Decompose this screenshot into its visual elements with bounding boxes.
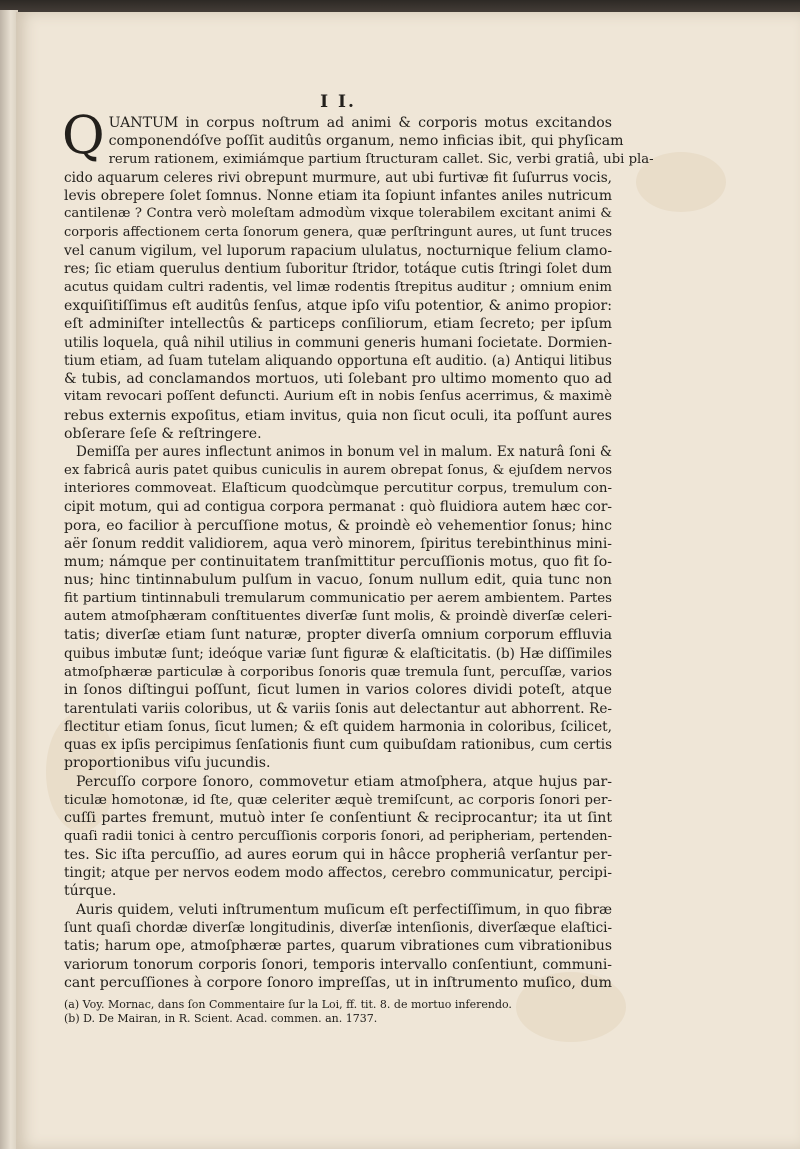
text-line: túrque. bbox=[64, 883, 117, 900]
text-line: tatis; harum ope, atmoſphæræ partes, quarum vibrationes cum vibrationibus bbox=[64, 938, 612, 955]
text-line: cant percuſſiones à corpore ſonoro impreſſas, ut in inſtrumento muſico, dum bbox=[64, 974, 612, 991]
text-line: ex fabricâ auris patet quibus cuniculis in aurem obrepat ſonus, & ejuſdem nervos bbox=[64, 462, 612, 478]
text-line: flectitur etiam ſonus, ſicut lumen; & eſt quidem harmonia in coloribus, ſcilicet, bbox=[64, 718, 612, 735]
text-line: obſerare ſeſe & reſtringere. bbox=[64, 426, 262, 443]
text-line: utilis loquela, quâ nihil utilius in communi generis humani ſocietate. Dormien- bbox=[64, 334, 612, 351]
text-line: rerum rationem, eximiámque partium ſtructuram callet. Sic, verbi gratiâ, ubi pla- bbox=[108, 151, 654, 167]
text-line: tium etiam, ad ſuam tutelam aliquando opportuna eſt auditio. (a) Antiqui litibus bbox=[64, 352, 612, 369]
text-line: eſt adminiſter intellectûs & particeps conſiliorum, etiam ſecreto; per ipſum bbox=[64, 316, 612, 333]
text-line: mum; námque per continuitatem tranſmittitur percuſſionis motus, quo fit ſo- bbox=[64, 554, 612, 571]
text-line: tarentulati variis coloribus, ut & variis ſonis aut delectantur aut abhorrent. Re- bbox=[64, 700, 612, 717]
text-line: exquiſitiſſimus eſt auditûs ſenſus, atque ipſo viſu potentior, & animo propior: bbox=[64, 297, 612, 314]
drop-cap: Q bbox=[62, 106, 105, 166]
footnote: (a) Voy. Mornac, dans ſon Commentaire ſur la Loi, ff. tit. 8. de mortuo inferendo. bbox=[64, 998, 512, 1012]
text-line: interiores commoveat. Elaſticum quodcùmque percutitur corpus, tremulum con- bbox=[64, 480, 612, 496]
text-line: Auris quidem, veluti inſtrumentum muſicum eſt perfectiſſimum, in quo fibræ bbox=[76, 901, 612, 918]
text-line: vitam revocari poſſent defuncti. Aurium eſt in nobis ſenſus acerrimus, & maximè bbox=[64, 389, 612, 405]
paragraph-3 bbox=[64, 773, 612, 901]
paragraph-4 bbox=[64, 901, 612, 992]
text-line: Demiſſa per aures inflectunt animos in bonum vel in malum. Ex naturâ ſoni & bbox=[76, 444, 612, 461]
text-line: pora, eo facilior à percuſſione motus, & proindè eò vehementior ſonus; hinc bbox=[64, 517, 612, 534]
text-line: quaſi radii tonici à centro percuſſionis corporis ſonori, ad peripheriam, pertenden- bbox=[64, 828, 612, 844]
text-line: rebus externis expoſitus, etiam invitus, quia non ſicut oculi, ita poſſunt aures bbox=[64, 407, 612, 424]
text-line: tatis; diverſæ etiam ſunt naturæ, propter diverſa omnium corporum effluvia bbox=[64, 627, 612, 644]
text-line: fit partium tintinnabuli tremularum communicatio per aerem ambientem. Partes bbox=[64, 590, 612, 606]
text-line: quibus imbutæ ſunt; ideóque variæ ſunt figuræ & elaſticitatis. (b) Hæ diſſimiles bbox=[64, 645, 612, 662]
text-line: tes. Sic iſta percuſſio, ad aures eorum qui in hâcce propheriâ verſantur per- bbox=[64, 846, 612, 863]
text-line: quas ex ipſis percipimus ſenſationis fiunt cum quibuſdam rationibus, cum certis bbox=[64, 737, 612, 754]
text-line: ſunt quaſi chordæ diverſæ longitudinis, diverſæ intenſionis, diverſæque elaſtici- bbox=[64, 920, 612, 937]
paragraph-1 bbox=[62, 106, 654, 443]
book-page bbox=[16, 12, 800, 1149]
text-line: vel canum vigilum, vel luporum rapacium ululatus, nocturnique felium clamo- bbox=[64, 243, 612, 260]
text-line: in ſonos diſtingui poſſunt, ſicut lumen in varios colores dividi poteſt, atque bbox=[64, 682, 612, 699]
text-line: Percuſſo corpore ſonoro, commovetur etiam atmoſphera, atque hujus par- bbox=[76, 773, 612, 790]
text-line: corporis affectionem certa ſonorum genera, quæ perſtringunt aures, ut ſunt truces bbox=[64, 224, 612, 240]
text-line: UANTUM in corpus noſtrum ad animi & corporis motus excitandos bbox=[108, 115, 612, 131]
text-line: & tubis, ad conclamandos mortuos, uti ſolebant pro ultimo momento quo ad bbox=[64, 371, 612, 388]
footnotes bbox=[64, 998, 612, 1026]
text-line: cipit motum, qui ad contigua corpora permanat : quò fluidiora autem hæc cor- bbox=[64, 499, 612, 516]
text-line: cido aquarum celeres rivi obrepunt murmure, aut ubi furtivæ fit ſuſurrus vocis, bbox=[64, 169, 612, 186]
text-line: levis obrepere ſolet ſomnus. Nonne etiam ita ſopiunt infantes aniles nutricum bbox=[64, 188, 612, 205]
paragraph-2 bbox=[64, 443, 612, 772]
page-content bbox=[62, 92, 654, 1026]
text-line: aër ſonum reddit validiorem, aqua verò minorem, ſpiritus terebinthinus mini- bbox=[64, 535, 612, 552]
text-line: componendóſve poſſit auditûs organum, nemo inficias ibit, qui phyſicam bbox=[108, 133, 624, 150]
text-line: acutus quidam cultri radentis, vel limæ rodentis ſtrepitus auditur ; omnium enim bbox=[64, 279, 612, 295]
text-line: tingit; atque per nervos eodem modo affectos, cerebro communicatur, percipi- bbox=[64, 865, 612, 882]
text-line: autem atmoſphæram conſtituentes diverſæ ſunt molis, & proindè diverſæ celeri- bbox=[64, 609, 612, 625]
text-line: cuſſi partes fremunt, mutuò inter ſe conſentiunt & reciprocantur; ita ut ſint bbox=[64, 810, 612, 827]
text-line: atmoſphæræ particulæ à corporibus ſonoris quæ tremula ſunt, percuſſæ, varios bbox=[64, 663, 612, 680]
text-line: res; ſic etiam querulus dentium ſuboritur ſtridor, totáque cutis ſtringi ſolet dum bbox=[64, 261, 612, 278]
text-line: proportionibus viſu jucundis. bbox=[64, 755, 271, 772]
footnote: (b) D. De Mairan, in R. Scient. Acad. commen. an. 1737. bbox=[64, 1012, 378, 1026]
text-line: variorum tonorum corporis ſonori, temporis intervallo conſentiunt, communi- bbox=[64, 956, 612, 973]
page-number: I I. bbox=[320, 92, 356, 112]
text-line: ticulæ homotonæ, id ſte, quæ celeriter æquè tremiſcunt, ac corporis ſonori per- bbox=[64, 791, 612, 808]
text-line: nus; hinc tintinnabulum pulſum in vacuo, ſonum nullum edit, quia tunc non bbox=[64, 572, 612, 589]
text-line: cantilenæ ? Contra verò moleſtam admodùm vixque tolerabilem excitant animi & bbox=[64, 206, 612, 222]
